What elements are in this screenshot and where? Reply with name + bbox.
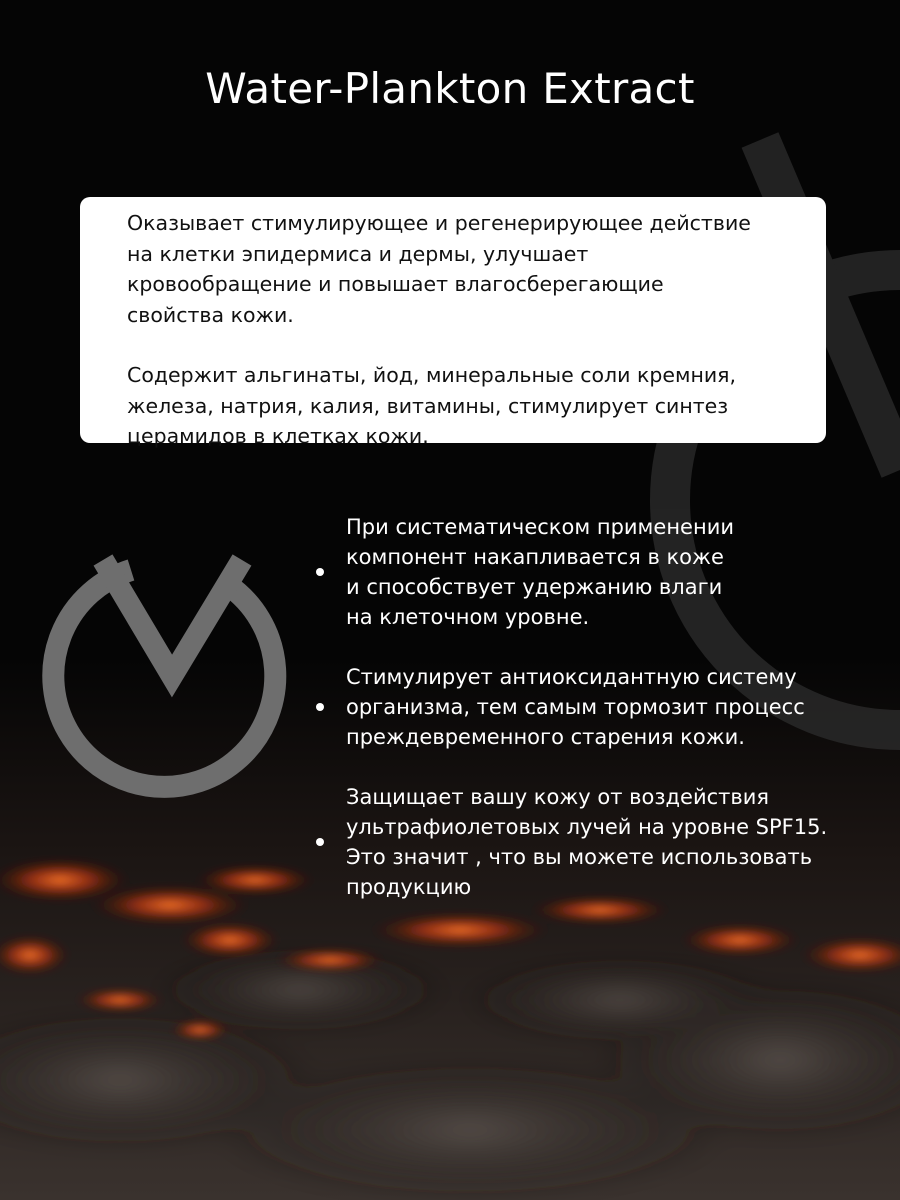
description-paragraph: Оказывает стимулирующее и регенерирующее действие на клетки эпидермиса и дермы, улучшает кровообращение и повышает влагосберегающие свойства кожи. <box>127 211 751 327</box>
description-paragraph: Содержит альгинаты, йод, минеральные соли кремния, железа, натрия, калия, витамины, стимулирует синтез церамидов в клетках кожи. <box>127 363 737 448</box>
brand-logo-icon <box>53 560 275 787</box>
list-item-text: При систематическом применении компонент накапливается в коже и способствует удержанию влаги на клеточном уровне. <box>346 515 734 629</box>
page-title: Water-Plankton Extract <box>205 64 695 113</box>
list-item-text: Стимулирует антиоксидантную систему организма, тем самым тормозит процесс преждевременного старения кожи. <box>346 665 805 749</box>
bullet-icon <box>310 568 346 576</box>
list-item-text: Защищает вашу кожу от воздействия ультрафиолетовых лучей на уровне SPF15. Это значит , что вы можете использовать продукцию <box>346 785 828 899</box>
list-item <box>310 512 870 632</box>
list-item <box>310 662 870 752</box>
bullet-icon <box>310 838 346 846</box>
bullet-icon <box>310 703 346 711</box>
description-card <box>80 197 826 448</box>
list-item <box>310 782 870 902</box>
benefits-list <box>310 512 870 902</box>
